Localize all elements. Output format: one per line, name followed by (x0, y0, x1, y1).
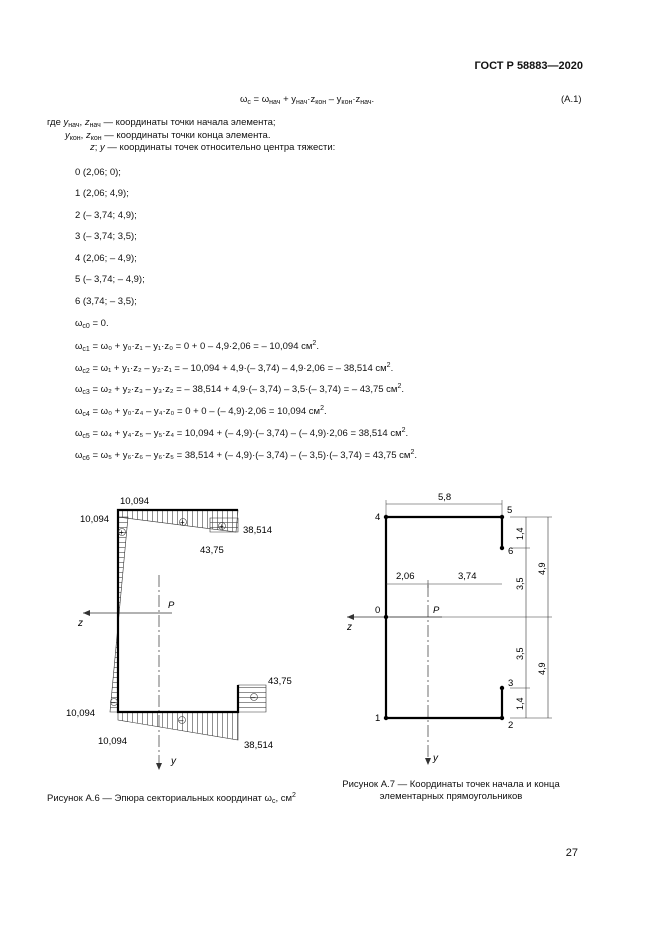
label-h1: 4,9 (537, 562, 547, 575)
label-width: 5,8 (438, 492, 452, 503)
label-axis-y: y (433, 753, 438, 764)
omega-line: $\omega_{c3} = \omega_2 + y_2\cdot z_3 - y_3\cdot z_2$ = – 38,514 + 4,9·(– 3,74) – 3,5·(– 3,74) = – 43,75 $см^2$. (75, 383, 404, 396)
definitions-block (47, 117, 336, 155)
label-center: P (168, 600, 175, 611)
label-point-5: 5 (507, 505, 513, 516)
label-right-top: 38,514 (243, 525, 273, 536)
formula-number: (А.1) (561, 94, 582, 105)
sign-plus: + (180, 518, 185, 527)
omega-line: $\omega_{c2} = \omega_1 + y_1\cdot z_2 - y_2\cdot z_1$ = – 10,094 + 4,9·(– 3,74) – 4,9·2,06 = – 38,514 $см^2$. (75, 362, 394, 375)
label-d3: 3,5 (515, 647, 525, 660)
point-line: 3 (– 3,74; 3,5); (75, 231, 137, 242)
standard-header: ГОСТ Р 58883—2020 (474, 60, 583, 72)
point-marker (500, 716, 504, 720)
sign-plus: + (219, 522, 224, 531)
label-seg1: 2,06 (396, 571, 415, 582)
point-marker (384, 615, 388, 619)
omega-line: $\omega_{c1} = \omega_0 + y_0\cdot z_1 - y_1\cdot z_0 = 0 + 0 - 4,9\cdot 2,06$ = – 10,094 $см^2$. (75, 340, 319, 353)
label-d1: 1,4 (515, 527, 525, 540)
omega-line: $\omega_{c6} = \omega_5 + y_6\cdot z_6 - y_6\cdot z_5 = 38,514$ + (– 4,9)·(– 3,74) – (– 3,5)·(– 3,74) = 43,75 $см^2$. (75, 449, 417, 462)
sign-plus: + (119, 528, 124, 537)
axis-z-arrow (347, 614, 354, 620)
axis-z-arrow (83, 610, 90, 616)
point-line: 2 (– 3,74; 4,9); (75, 210, 137, 221)
label-top: 10,094 (120, 496, 150, 507)
sign-minus: – (111, 698, 116, 707)
label-axis-z: z (347, 622, 352, 633)
label-top-left: 10,094 (80, 514, 110, 525)
axis-y-arrow (425, 758, 431, 765)
label-d4: 1,4 (515, 697, 525, 710)
label-center: P (433, 605, 440, 616)
label-inner-bottom: 43,75 (268, 676, 292, 687)
bottom-epure (118, 712, 238, 740)
formula-a1: $\omega_c = \omega_{нач} + y_{нач}\cdot z_{кон} - y_{кон}\cdot z_{нач}$. (240, 94, 375, 106)
label-right-bottom: 38,514 (244, 740, 274, 751)
label-axis-z: z (78, 618, 83, 629)
point-line: 4 (2,06; – 4,9); (75, 253, 137, 264)
caption-line: Рисунок А.7 — Координаты точек начала и конца (342, 779, 560, 790)
label-point-4: 4 (375, 512, 381, 523)
omega-line: $\omega_{c4} = \omega_0 + y_0\cdot z_4 - y_4\cdot z_0 = 0 + 0$ – (– 4,9)·2,06 = 10,094 $см^2$. (75, 405, 327, 418)
definition-row: z; y — координаты точек относительно центра тяжести: (90, 142, 336, 153)
section-outline (386, 517, 502, 718)
label-point-3: 3 (508, 678, 514, 689)
c-section-outline (118, 510, 238, 712)
point-line: 5 (– 3,74; – 4,9); (75, 274, 145, 285)
sign-minus: – (251, 693, 256, 702)
label-axis-y: y (171, 756, 176, 767)
label-inner-top: 43,75 (200, 545, 224, 556)
page-number: 27 (565, 847, 578, 859)
label-d2: 3,5 (515, 577, 525, 590)
label-bottom-left-2: 10,094 (98, 736, 128, 747)
point-line: 0 (2,06; 0); (75, 167, 121, 178)
definition-row: $y_{кон}$, $z_{кон}$ — координаты точки конца элемента. (65, 129, 271, 142)
label-point-1: 1 (375, 713, 381, 724)
label-point-2: 2 (508, 720, 514, 731)
figure-a6-caption: Рисунок А.6 — Эпюра секториальных координат $\omega_c$, $см^2$ (47, 792, 296, 805)
label-point-6: 6 (508, 546, 514, 557)
caption-line: элементарных прямоугольников (379, 791, 523, 802)
point-marker (500, 686, 504, 690)
figure-a7-diagram (330, 480, 570, 780)
point-line: 6 (3,74; – 3,5); (75, 296, 137, 307)
sign-minus: – (179, 716, 184, 725)
omega-line: $\omega_{c5} = \omega_4 + y_4\cdot z_5 - y_5\cdot z_4 = 10,094$ + (– 4,9)·(– 3,74) – (– 4,9)·2,06 = 38,514 $см^2$. (75, 427, 409, 440)
figure-a6-diagram (0, 480, 330, 780)
omega-line: $\omega_{c0} = 0$. (75, 318, 109, 330)
label-bottom-left: 10,094 (66, 708, 96, 719)
inner-top-epure (210, 518, 238, 532)
label-h2: 4,9 (537, 662, 547, 675)
point-marker (384, 716, 388, 720)
figure-a7-caption (336, 779, 566, 803)
axis-y-arrow (156, 763, 162, 770)
point-line: 1 (2,06; 4,9); (75, 188, 129, 199)
label-seg2: 3,74 (458, 571, 477, 582)
label-point-0: 0 (375, 605, 381, 616)
definition-row: где $y_{нач}$, $z_{нач}$ — координаты точки начала элемента; (47, 117, 276, 129)
point-marker (500, 546, 504, 550)
